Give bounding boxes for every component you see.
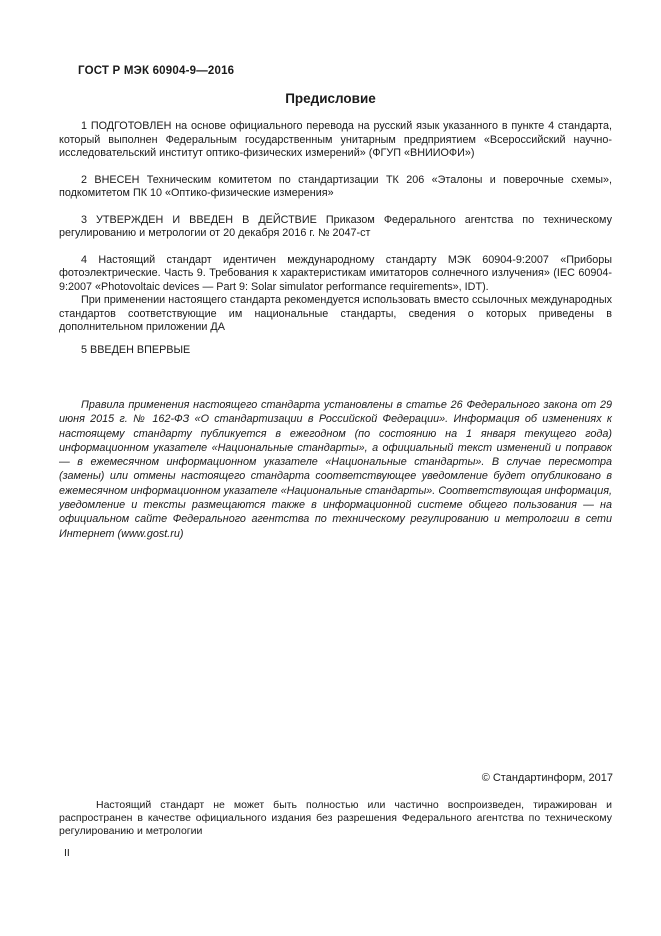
foreword-item-1: 1 ПОДГОТОВЛЕН на основе официального перевода на русский язык указанного в пункте 4 стандарта, который выполнен Федеральным государственным унитарным предприятием «Всероссийский научно-исследовательский институт оптико-физических измерений» (ФГУП «ВНИИОФИ»): [59, 120, 612, 159]
foreword-content: [59, 120, 612, 541]
doc-header: ГОСТ Р МЭК 60904-9—2016: [78, 65, 235, 77]
reproduction-restriction-note: Настоящий стандарт не может быть полностью или частично воспроизведен, тиражирован и распространен в качестве официального издания без разрешения Федерального агентства по техническому регулированию и метрологии: [59, 799, 612, 838]
foreword-item-4: 4 Настоящий стандарт идентичен международному стандарту МЭК 60904-9:2007 «Приборы фотоэлектрические. Часть 9. Требования к характеристикам имитаторов солнечного излучения» (IEC 60904-9:2007 «Photovoltaic devices — Part 9: Solar simulator performance requirements», IDT).: [59, 253, 612, 293]
page-number: II: [64, 847, 70, 859]
foreword-item-4-note: При применении настоящего стандарта рекомендуется использовать вместо ссылочных международных стандартов соответствующие им национальные стандарты, сведения о которых приведены в дополнительном приложении ДА: [59, 294, 612, 333]
foreword-item-2: 2 ВНЕСЕН Техническим комитетом по стандартизации ТК 206 «Эталоны и поверочные схемы», подкомитетом ПК 10 «Оптико-физические измерения»: [59, 173, 612, 199]
foreword-item-3: 3 УТВЕРЖДЕН И ВВЕДЕН В ДЕЙСТВИЕ Приказом Федерального агентства по техническому регулированию и метрологии от 20 декабря 2016 г. № 2047-ст: [59, 213, 612, 239]
copyright-notice: © Стандартинформ, 2017: [481, 772, 613, 784]
page-title: Предисловие: [285, 91, 376, 106]
foreword-item-5: 5 ВВЕДЕН ВПЕРВЫЕ: [81, 343, 191, 356]
legal-application-note: Правила применения настоящего стандарта установлены в статье 26 Федерального закона от 29 июня 2015 г. № 162-ФЗ «О стандартизации в Российской Федерации». Информация об изменениях к настоящему стандарту публикуется в ежегодном (по состоянию на 1 января текущего года) информационном указателе «Национальные стандарты», а официальный текст изменений и поправок — в ежемесячном информационном указателе «Национальные стандарты». В случае пересмотра (замены) или отмены настоящего стандарта соответствующее уведомление будет опубликовано в ежемесячном информационном указателе «Национальные стандарты». Соответствующая информация, уведомление и тексты размещаются также в информационной системе общего пользования — на официальном сайте Федерального агентства по техническому регулированию и метрологии в сети Интернет (www.gost.ru): [59, 399, 612, 540]
